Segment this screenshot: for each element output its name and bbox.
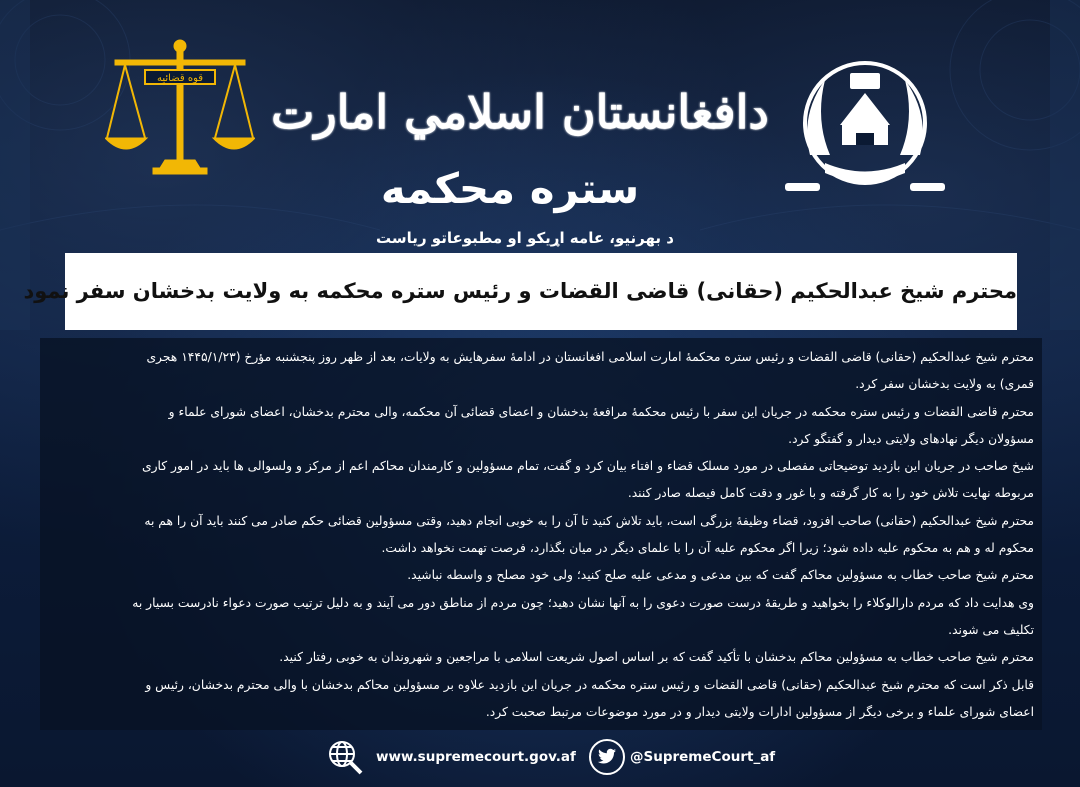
- scales-of-justice-icon: [105, 38, 255, 186]
- website-link[interactable]: www.supremecourt.gov.af: [376, 749, 576, 765]
- body-line: محترم قاضی القضات و رئیس ستره محکمه در جریان این سفر با رئیس محکمهٔ مرافعهٔ بدخشان و اعضای قضائی آن محکمه، والی محترم بدخشان، اعضای شورای علماء و: [168, 404, 1034, 419]
- court-name: ستره محکمه: [380, 164, 640, 213]
- twitter-handle-link[interactable]: @SupremeCourt_af: [630, 749, 776, 765]
- scales-label: قوه قضائيه: [156, 73, 204, 84]
- headline-text: محترم شیخ عبدالحکیم (حقانی) قاضی القضات و رئیس ستره محکمه به ولایت بدخشان سفر نمود: [23, 279, 1017, 303]
- body-line: محترم شیخ عبدالحکیم (حقانی) صاحب افزود، قضاء وظیفهٔ بزرگی است، باید تلاش کنید تا آن را به خوبی انجام دهید، وقتی مسؤولین قضائی حکم صادر می کنند باید آن را هم به: [144, 513, 1034, 528]
- globe-search-icon: [326, 738, 364, 776]
- body-line: اعضای شورای علماء و برخی دیگر از مسؤولین ادارات ولایتی دیدار و در مورد موضوعات مرتبط صحبت کرد.: [485, 704, 1034, 719]
- body-line: قمری) به ولایت بدخشان سفر کرد.: [855, 377, 1034, 392]
- article-text: [48, 344, 1034, 726]
- body-line: تکلیف می شوند.: [948, 622, 1034, 637]
- body-line: مربوطه نهایت تلاش خود را به کار گرفته و با غور و دقت کامل فیصله صادر کنند.: [627, 486, 1034, 501]
- body-line: قابل ذکر است که محترم شیخ عبدالحکیم (حقانی) قاضی القضات و رئیس ستره محکمه در جریان این بازدید علاوه بر مسؤولین محاکم بدخشان با والی محترم بدخشان، رئیس و: [145, 677, 1034, 692]
- twitter-bird-icon: [588, 738, 626, 776]
- headline-banner: [23, 253, 1017, 330]
- emirate-emblem-icon: [780, 55, 950, 195]
- body-line: مسؤولان دیگر نهادهای ولایتی دیدار و گفتگو کرد.: [788, 431, 1034, 446]
- department-name: د بهرنيو، عامه اړيکو او مطبوعاتو رياست: [376, 229, 674, 247]
- body-line: محترم شیخ صاحب خطاب به مسؤولین محاکم گفت که بین مدعی و مدعی علیه صلح کنید؛ ولی خود مصلح و واسطه نباشید.: [407, 568, 1034, 583]
- body-line: محترم شیخ صاحب خطاب به مسؤولین محاکم بدخشان با تأکید گفت که بر اساس اصول شریعت اسلامی با مراجعین و شهروندان به خوبی رفتار کنید.: [279, 650, 1034, 665]
- body-line: وی هدایت داد که مردم دارالوکلاء را بخواهید و طریقهٔ درست صورت دعوی را به آنها نشان دهید؛ چون مردم از مناطق دور می آیند و به دلیل ترتیب صورت دعواء نادرست بسیار به: [132, 595, 1034, 610]
- body-line: محترم شیخ عبدالحکیم (حقانی) قاضی القضات و رئیس ستره محکمهٔ امارت اسلامی افغانستان در ادامهٔ سفرهایش به ولایات، بعد از ظهر روز پنجشنبه مؤرخ (۱۴۴۵/۱/۲۳ هجری: [146, 350, 1034, 364]
- body-line: محکوم له و هم به محکوم علیه داده شود؛ زیرا اگر محکوم علیه آن را با علمای دیگر در میان بگذارد، فرصت تهمت نخواهد داشت.: [381, 541, 1034, 556]
- emblem-title: دافغانستان اسلامي امارت: [271, 85, 769, 139]
- article-body: [40, 338, 1042, 730]
- body-line: شیخ صاحب در جریان این بازدید توضیحاتی مفصلی در مورد مسلک قضاء و افتاء بیان کرد و گفت، تمام مسؤولین و کارمندان محاکم اعم از مرکز و ولسوالی ها باید در امور کاری: [141, 459, 1034, 474]
